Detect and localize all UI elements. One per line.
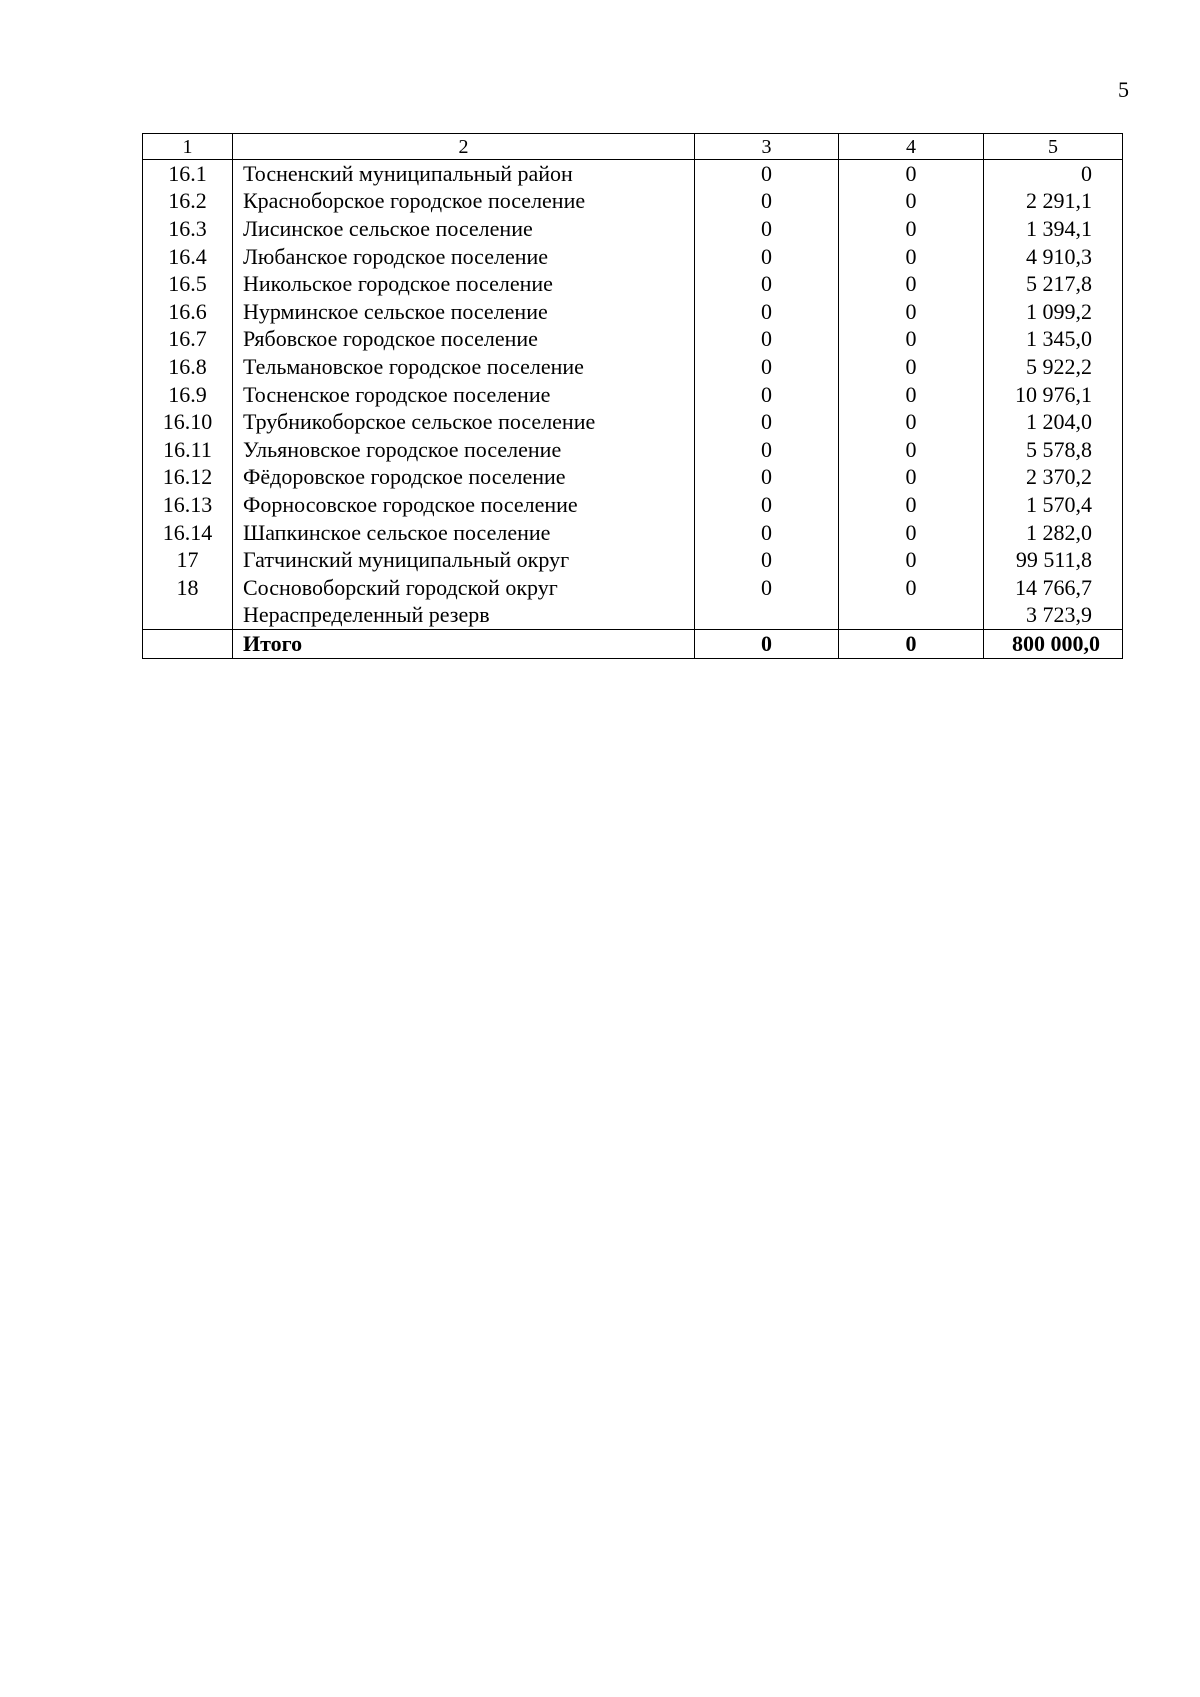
row-name-cell: Нераспределенный резерв <box>233 602 695 630</box>
row-name-cell: Никольское городское поселение <box>233 270 695 298</box>
header-col-2: 2 <box>233 134 695 160</box>
row-number-cell: 16.6 <box>143 298 233 326</box>
row-number-cell: 16.7 <box>143 326 233 354</box>
row-col5-cell: 5 217,8 <box>984 270 1123 298</box>
row-number-cell: 16.4 <box>143 243 233 271</box>
row-number-cell <box>143 602 233 630</box>
row-number-cell: 16.13 <box>143 491 233 519</box>
row-name-cell: Нурминское сельское поселение <box>233 298 695 326</box>
table-row <box>143 464 1123 492</box>
total-col4-cell: 0 <box>839 630 984 659</box>
row-col4-cell: 0 <box>839 326 984 354</box>
row-col5-cell: 1 099,2 <box>984 298 1123 326</box>
row-col3-cell: 0 <box>695 546 839 574</box>
total-col3-cell: 0 <box>695 630 839 659</box>
row-number-cell: 17 <box>143 546 233 574</box>
row-name-cell: Ульяновское городское поселение <box>233 436 695 464</box>
row-number-cell: 16.11 <box>143 436 233 464</box>
row-col4-cell: 0 <box>839 491 984 519</box>
row-col3-cell: 0 <box>695 353 839 381</box>
row-col5-cell: 10 976,1 <box>984 381 1123 409</box>
table-row <box>143 160 1123 188</box>
row-col3-cell: 0 <box>695 243 839 271</box>
row-col5-cell: 5 922,2 <box>984 353 1123 381</box>
table-row <box>143 215 1123 243</box>
row-number-cell: 16.12 <box>143 464 233 492</box>
table-row <box>143 602 1123 630</box>
row-col3-cell: 0 <box>695 160 839 188</box>
table-row <box>143 353 1123 381</box>
row-col5-cell: 3 723,9 <box>984 602 1123 630</box>
row-col5-cell: 0 <box>984 160 1123 188</box>
row-col5-cell: 14 766,7 <box>984 574 1123 602</box>
row-name-cell: Тельмановское городское поселение <box>233 353 695 381</box>
table-row <box>143 270 1123 298</box>
row-name-cell: Красноборское городское поселение <box>233 188 695 216</box>
row-col4-cell <box>839 602 984 630</box>
row-name-cell: Шапкинское сельское поселение <box>233 519 695 547</box>
row-col5-cell: 2 291,1 <box>984 188 1123 216</box>
header-col-1: 1 <box>143 134 233 160</box>
row-col3-cell: 0 <box>695 270 839 298</box>
row-col3-cell: 0 <box>695 381 839 409</box>
table-row <box>143 298 1123 326</box>
row-number-cell: 16.8 <box>143 353 233 381</box>
row-number-cell: 16.5 <box>143 270 233 298</box>
row-col3-cell: 0 <box>695 188 839 216</box>
table-row <box>143 436 1123 464</box>
row-col3-cell: 0 <box>695 574 839 602</box>
row-name-cell: Фёдоровское городское поселение <box>233 464 695 492</box>
header-col-5: 5 <box>984 134 1123 160</box>
row-name-cell: Сосновоборский городской округ <box>233 574 695 602</box>
total-col5-cell: 800 000,0 <box>984 630 1123 659</box>
row-col3-cell: 0 <box>695 408 839 436</box>
row-col5-cell: 5 578,8 <box>984 436 1123 464</box>
row-col4-cell: 0 <box>839 574 984 602</box>
row-col5-cell: 1 570,4 <box>984 491 1123 519</box>
row-col4-cell: 0 <box>839 215 984 243</box>
row-name-cell: Форносовское городское поселение <box>233 491 695 519</box>
row-name-cell: Любанское городское поселение <box>233 243 695 271</box>
row-col4-cell: 0 <box>839 381 984 409</box>
row-col3-cell: 0 <box>695 491 839 519</box>
table-row <box>143 408 1123 436</box>
row-name-cell: Тосненское городское поселение <box>233 381 695 409</box>
row-number-cell: 16.1 <box>143 160 233 188</box>
row-name-cell: Рябовское городское поселение <box>233 326 695 354</box>
table-row <box>143 546 1123 574</box>
row-col4-cell: 0 <box>839 243 984 271</box>
row-name-cell: Тосненский муниципальный район <box>233 160 695 188</box>
table-row <box>143 188 1123 216</box>
row-col3-cell: 0 <box>695 436 839 464</box>
row-col5-cell: 1 282,0 <box>984 519 1123 547</box>
row-col4-cell: 0 <box>839 464 984 492</box>
row-col4-cell: 0 <box>839 270 984 298</box>
row-name-cell: Лисинское сельское поселение <box>233 215 695 243</box>
row-col5-cell: 99 511,8 <box>984 546 1123 574</box>
row-col5-cell: 2 370,2 <box>984 464 1123 492</box>
row-col3-cell <box>695 602 839 630</box>
row-col3-cell: 0 <box>695 519 839 547</box>
row-number-cell: 16.3 <box>143 215 233 243</box>
row-col3-cell: 0 <box>695 298 839 326</box>
header-col-3: 3 <box>695 134 839 160</box>
table-row <box>143 574 1123 602</box>
row-col4-cell: 0 <box>839 436 984 464</box>
row-col4-cell: 0 <box>839 160 984 188</box>
row-col3-cell: 0 <box>695 326 839 354</box>
table-row <box>143 519 1123 547</box>
table-row <box>143 381 1123 409</box>
row-name-cell: Трубникоборское сельское поселение <box>233 408 695 436</box>
row-col5-cell: 1 345,0 <box>984 326 1123 354</box>
row-col5-cell: 4 910,3 <box>984 243 1123 271</box>
total-number-cell <box>143 630 233 659</box>
row-number-cell: 18 <box>143 574 233 602</box>
row-col3-cell: 0 <box>695 464 839 492</box>
allocation-table <box>142 133 1123 659</box>
page-number: 5 <box>1118 77 1129 102</box>
row-col3-cell: 0 <box>695 215 839 243</box>
table-row <box>143 326 1123 354</box>
total-label-cell: Итого <box>233 630 695 659</box>
table-row <box>143 491 1123 519</box>
row-number-cell: 16.2 <box>143 188 233 216</box>
row-col4-cell: 0 <box>839 298 984 326</box>
row-col4-cell: 0 <box>839 353 984 381</box>
row-col4-cell: 0 <box>839 519 984 547</box>
row-name-cell: Гатчинский муниципальный округ <box>233 546 695 574</box>
row-col5-cell: 1 204,0 <box>984 408 1123 436</box>
row-col4-cell: 0 <box>839 408 984 436</box>
row-col4-cell: 0 <box>839 188 984 216</box>
table-header-row <box>143 134 1123 160</box>
row-number-cell: 16.10 <box>143 408 233 436</box>
row-col5-cell: 1 394,1 <box>984 215 1123 243</box>
total-row <box>143 630 1123 659</box>
row-number-cell: 16.14 <box>143 519 233 547</box>
row-col4-cell: 0 <box>839 546 984 574</box>
table-row <box>143 243 1123 271</box>
row-number-cell: 16.9 <box>143 381 233 409</box>
header-col-4: 4 <box>839 134 984 160</box>
